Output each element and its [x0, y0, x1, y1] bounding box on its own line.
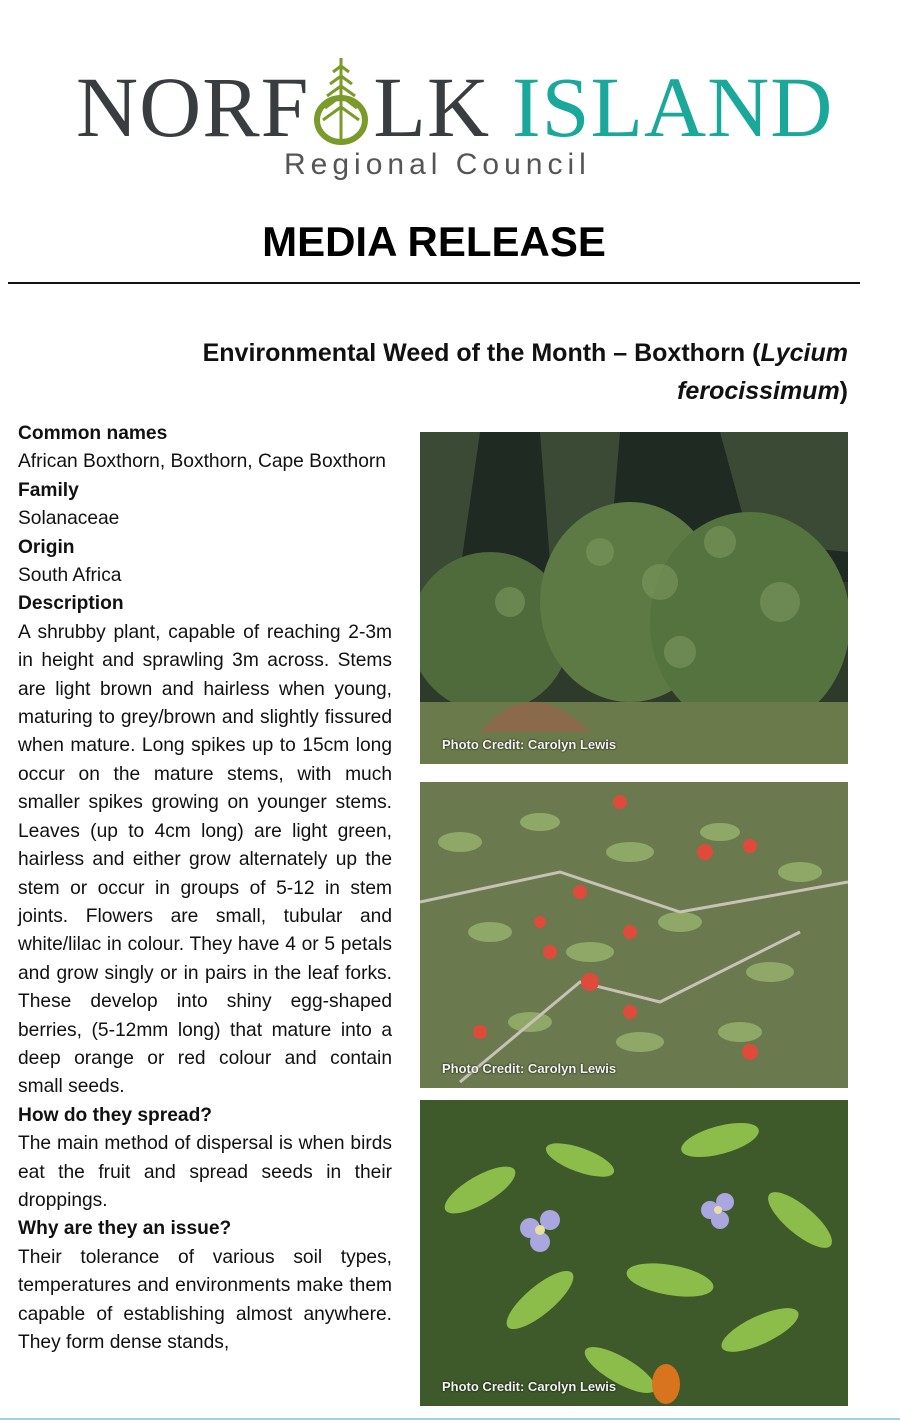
title-suffix: )	[839, 377, 848, 405]
logo-island: ISLAND	[512, 59, 834, 155]
photo-boxthorn-flowers	[420, 1100, 848, 1406]
family-text: Solanaceae	[18, 508, 120, 530]
logo-norf: NORF	[76, 59, 310, 155]
description-text: A shrubby plant, capable of reaching 2-3m in height and sprawling 3m across. Stems are light brown and hairless when young, maturing to grey/brown and slightly fissured when mature. Long spikes up to 15cm long occur on the mature stems, with much smaller spikes growing on younger stems. Leaves (up to 4cm long) are light green, hairless and either grow alternately up the stem or occur in groups of 5-12 in stem joints. Flowers are small, tubular and white/lilac in colour. They have 4 or 5 petals and grow singly or in pairs in the leaf forks. These develop into shiny egg-shaped berries, (5-12mm long) that mature into a deep orange or red colour and contain small seeds.	[18, 621, 392, 1098]
common-names-heading: Common names	[18, 423, 168, 444]
pine-tree-icon	[309, 70, 373, 142]
description-heading: Description	[18, 593, 124, 615]
photo-credit-2: Photo Credit: Carolyn Lewis	[442, 1061, 617, 1076]
photo-credit-1: Photo Credit: Carolyn Lewis	[442, 737, 617, 752]
origin-text: South Africa	[18, 565, 122, 587]
family-heading: Family	[18, 479, 79, 501]
scientific-name: Lycium ferocissimum	[677, 339, 848, 405]
council-logo	[0, 40, 900, 190]
issue-heading: Why are they an issue?	[18, 1218, 232, 1240]
logo-lk: LK	[373, 59, 491, 155]
logo-subtitle: Regional Council	[284, 148, 591, 181]
header-divider	[8, 282, 860, 284]
issue-text: Their tolerance of various soil types, temperatures and environments make them capable of establishing almost anywhere. They form dense stands,	[18, 1246, 392, 1353]
release-title: MEDIA RELEASE	[262, 218, 606, 265]
spread-text: The main method of dispersal is when birds eat the fruit and spread seeds in their droppings.	[18, 1133, 392, 1211]
photo-credit-3: Photo Credit: Carolyn Lewis	[442, 1379, 617, 1394]
spread-heading: How do they spread?	[18, 1104, 213, 1126]
article-title	[120, 334, 848, 410]
common-names-text: African Boxthorn, Boxthorn, Cape Boxthorn	[18, 451, 386, 473]
logo-wordmark	[76, 59, 834, 155]
photo-boxthorn-shrub	[420, 432, 848, 764]
origin-heading: Origin	[18, 536, 75, 558]
title-prefix: Environmental Weed of the Month – Boxthorn (	[202, 339, 761, 367]
footer-divider	[0, 1418, 900, 1420]
photo-boxthorn-berries	[420, 782, 848, 1088]
body-text	[18, 420, 392, 1357]
